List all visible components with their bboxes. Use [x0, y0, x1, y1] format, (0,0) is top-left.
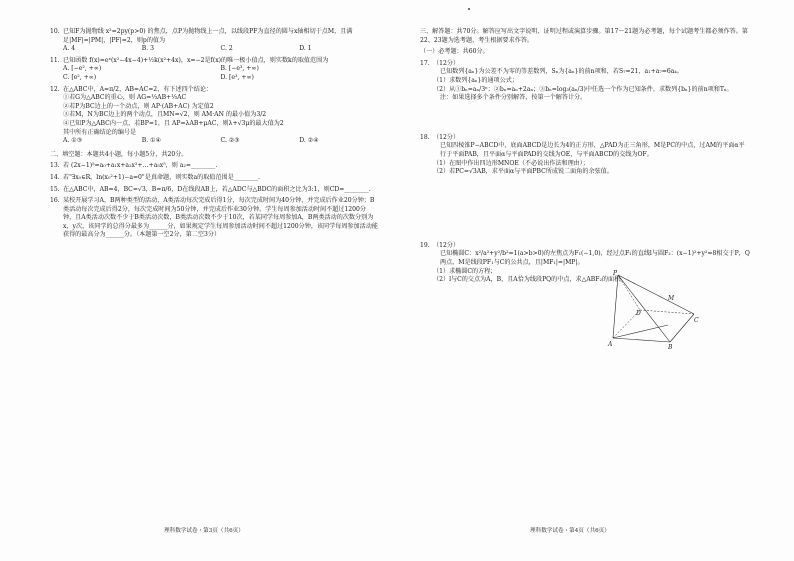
question-tail: 其中所有正确结论的编号是: [63, 128, 137, 136]
edge-pa: [613, 275, 618, 338]
statement-4: ④已知P为△ABC内一点，若BP=1，且 AP=λAB+μAC，则λ+√3μ的最大值为2: [63, 119, 284, 127]
question-text: 某校开展学习A，B两种类型的活动，A类活动每次完成后得1分，每次完成时间为40分钟，并完成后作业20分钟；B类活动每次完成后得2分，每次完成时间为50分钟，并完成后作业30分钟。学生每周参加活动时间不超过1200分钟，且A类活动次数不少于B类活动次数，B类活动次数不少于10次，若某同学每周参加A，B两类活动的次数分别为x，y次，该同学的总得分最多为______分，如果规定学生每周参加活动时间不超过1200分钟，该同学每周参加活动能获得的最高分为______分。（本题第一空2分，第二空3分）: [63, 197, 378, 239]
pyramid-svg: [610, 270, 700, 350]
question-10: [50, 28, 378, 54]
question-number: 11.: [50, 56, 60, 64]
label-m: M: [668, 295, 675, 302]
label-b: B: [668, 344, 673, 351]
statement-2: ②若P为BC边上的一个动点，则 AP·(AB+AC) 为定值2: [63, 102, 214, 110]
section-heading-answers: 三、解答题：共70分。解答应写出文字说明、证明过程或演算步骤。第17～21题为必考题，每个试题考生都必须作答。第22、23题为选考题，考生根据要求作答。: [420, 28, 748, 44]
question-text: 已知函数 f(x)=eˣ(x²−4x−4)+½k(x²+4x)，x=−2是f(x)的唯一极小值点，则实数k的取值范围为: [63, 56, 329, 64]
option-c: C. 2: [220, 45, 233, 53]
option-d: D. ②④: [299, 137, 319, 145]
question-12: [50, 86, 378, 146]
option-c: C. [e², +∞): [63, 73, 97, 81]
option-b: B. [−e³, +∞): [220, 65, 259, 73]
option-d: D. 1: [299, 45, 312, 53]
section-heading-fill-in: 二、填空题：本题共4小题，每小题5分，共20分。: [50, 150, 188, 158]
question-16: [50, 197, 378, 240]
question-18: [420, 134, 750, 177]
question-number: 10.: [50, 28, 60, 35]
segment-am: [613, 325, 668, 338]
footer-page-4: 理科数学试卷・第4页（共6页）: [530, 528, 610, 534]
label-a: A: [608, 341, 613, 348]
subquestion-1: （1）求椭圆C的方程；: [433, 267, 497, 275]
options: [63, 45, 378, 54]
answer-space: [420, 106, 750, 134]
answer-space: [420, 180, 750, 242]
statement-3: ③若M，N为BC边上的两个动点，且MN=√2，则 AM·AN 的最小值为3/2: [63, 111, 267, 119]
grading-note: 注：如果选择多个条件分别解答，按第一个解答计分。: [440, 94, 587, 102]
question-13: [50, 162, 378, 171]
question-number: 18.: [420, 133, 430, 141]
edge-pb: [618, 275, 670, 342]
subquestion-2: （2）若PC=√3AB，求平面α与平面PBC所成锐二面角的余弦值。: [433, 168, 613, 176]
label-c: C: [694, 317, 699, 324]
label-d: D: [636, 310, 641, 317]
question-17: [420, 60, 750, 103]
subquestion-1: （1）在图中作出四边形MNOE（不必说出作法和理由）；: [433, 159, 589, 167]
question-text: 已知数列{aₙ}为公差不为零的等差数列，Sₙ为{aₙ}的前n项和，若S₇=21，a₁+a₇=6a₄。: [440, 68, 683, 76]
subquestion-2: （2）l与C的交点为A，B，且A恰为线段PQ的中点，求△ABF₂的面积。: [433, 276, 627, 284]
question-number: 14.: [50, 173, 60, 181]
question-number: 16.: [50, 197, 60, 205]
statement-1: ①若G为△ABC的重心，则 AG=⅓AB+⅓AC: [63, 94, 187, 102]
option-a: A. ①③: [63, 137, 83, 145]
question-number: 12.: [50, 85, 60, 93]
option-a: A. [−e², +∞): [63, 65, 102, 73]
left-page: [50, 28, 378, 243]
question-11: [50, 57, 378, 83]
question-14: [50, 174, 378, 183]
part-heading-required: （一）必考题：共60分。: [420, 48, 489, 56]
options-row-2: [63, 74, 378, 83]
question-score: （12分）: [433, 133, 460, 141]
edge-ab: [613, 338, 670, 342]
options-row-1: [63, 65, 378, 74]
options: [63, 137, 378, 146]
question-15: [50, 186, 378, 195]
ink-speck: [468, 8, 470, 10]
question-text: 在△ABC中，AB=4，BC=√3，B=π/6，D在线段AB上，若△ADC与△BDC的面积之比为3:1，则CD=________.: [63, 185, 371, 193]
option-b: B. ①④: [141, 137, 162, 145]
option-b: B. 3: [141, 45, 154, 53]
question-text: 在△ABC中，A=π/2，AB=AC=2，有下述四个结论：: [63, 85, 213, 93]
question-number: 13.: [50, 162, 60, 170]
question-score: （12分）: [433, 241, 460, 249]
question-text: 已知四棱锥P−ABCD中，底面ABCD是边长为4的正方形，△PAD为正三角形，M是PC的中点，过AM的平面α平行于平面PAB，且平面α与平面PAD的交线为OE，与平面ABCD的交线为OF。: [440, 142, 745, 158]
question-text: 已知椭圆C：x²/a²+y²/b²=1(a>b>0)的左焦点为F₁(−1,0)，经过点F₁的直线l与圆F₂：(x−1)²+y²=8相交于P，Q两点，M是线段PF₁与C的公共点，且|MF₁|=|MP|。: [440, 250, 750, 266]
subquestion-1: （1）求数列{aₙ}的通项公式；: [433, 76, 518, 84]
option-d: D. [e³, +∞): [220, 73, 254, 81]
question-text: 若"∃x₀∈R，ln(x₀²+1)−a=0"是真命题，则实数a的取值范围是________.: [63, 173, 260, 181]
edge-pd: [618, 275, 640, 310]
question-19: [420, 242, 750, 285]
label-p: P: [613, 270, 618, 277]
question-score: （12分）: [433, 59, 460, 67]
pyramid-diagram: [610, 270, 700, 350]
question-text: 若 (2x−1)⁵=a₀+a₁x+a₂x²+…+a₅x⁵，则 a₂=________.: [63, 162, 218, 170]
subquestion-2: （2）从①bₙ=aₙ/3ⁿ；②bₙ=aₙ+2aₙ；③bₙ=log₃(aₙ/3)中任选一个作为已知条件，求数列{bₙ}的前n项和Tₙ。: [433, 85, 733, 93]
option-c: C. ②③: [220, 137, 240, 145]
edge-pc: [618, 275, 694, 314]
question-number: 17.: [420, 59, 430, 67]
right-page: [420, 28, 750, 288]
question-text: 已知F为抛物线 x²=2py(p>0) 的焦点，点P为抛物线上一点，以线段PF为直径的圆与x轴相切于点M，且满足|MF|=|PM|，|PF|=2，则p的值为: [63, 28, 353, 44]
question-number: 15.: [50, 185, 60, 193]
footer-page-3: 理科数学试卷・第3页（共6页）: [164, 528, 244, 534]
question-number: 19.: [420, 241, 430, 249]
edge-bc: [670, 314, 694, 342]
option-a: A. 4: [63, 45, 76, 53]
